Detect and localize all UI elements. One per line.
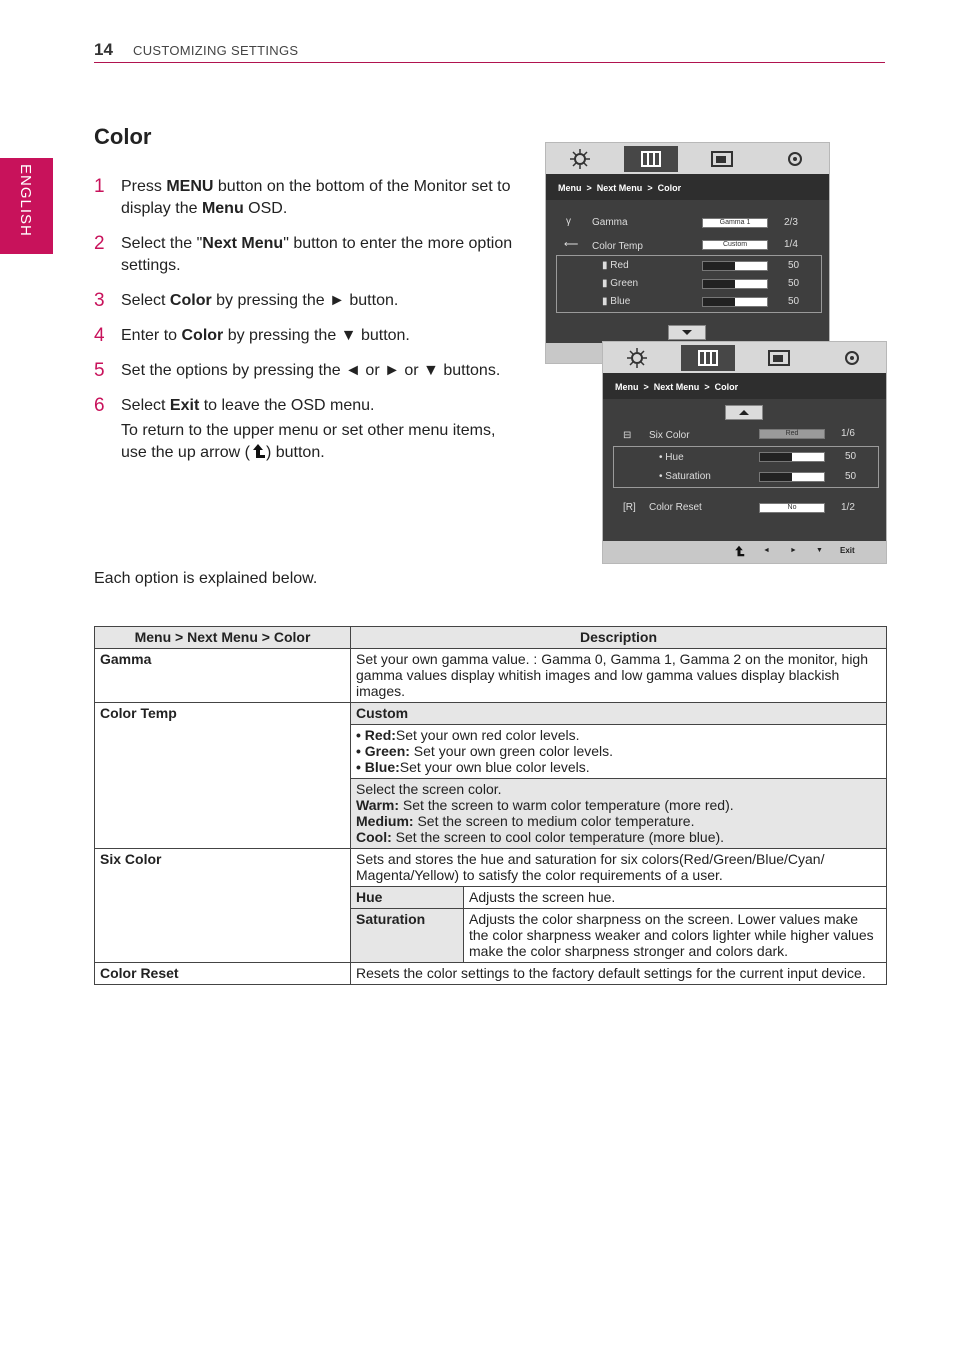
option-description [351,725,887,779]
sub-option-name: Saturation [351,909,464,963]
option-name: Color Reset [95,963,351,985]
step-2 [94,233,519,277]
desc-line [356,797,881,813]
step-text: Press [121,178,167,195]
step-6 [94,395,519,464]
step-number: 2 [94,233,105,254]
step-text: to leave the OSD menu. [199,397,375,414]
step-4 [94,325,519,347]
step-text: Set the options by pressing the ◄ or ► or ▼ buttons. [121,362,501,379]
osd-tab-bar [603,342,886,373]
option-name: Color Temp [95,703,351,849]
hue-label: • Hue [659,452,684,463]
color-reset-label: Color Reset [649,502,702,513]
term-text: Set the screen to medium color temperature. [413,813,695,829]
page-title: Color [94,124,152,149]
hue-saturation-group [613,446,879,488]
blue-slider[interactable] [702,297,768,307]
color-reset-page: 1/2 [841,502,855,513]
crumb-menu: Menu [615,382,639,392]
color-temp-value[interactable]: Custom [702,240,768,250]
step-text: Select [121,292,170,309]
breadcrumb-text [558,183,681,193]
osd-breadcrumb [546,174,829,200]
step-5 [94,360,519,382]
page-header [94,40,885,63]
blue-label: ▮ Blue [602,296,631,307]
sub-option-name: Hue [351,887,464,909]
crumb-color: Color [657,183,682,193]
blue-label-text: Blue [610,296,631,307]
red-slider-fill [703,262,735,270]
term: • Green: [356,743,410,759]
language-label: ENGLISH [17,164,34,237]
color-reset-icon: [R] [623,502,636,513]
red-label: ▮ Red [602,260,629,271]
step-text: To return to the upper menu or set other menu items, use the up arrow ( [121,422,496,461]
color-temp-icon: ⟵ [564,239,579,250]
rgb-line [356,759,881,775]
option-name: Gamma [95,649,351,703]
step-keyword: Exit [169,397,200,414]
breadcrumb-text [615,382,738,392]
saturation-slider-fill [760,473,792,481]
rgb-line [356,743,881,759]
gamma-label: Gamma [592,217,628,228]
color-temp-page: 1/4 [784,239,798,250]
hue-value: 50 [845,451,857,462]
step-text: button on the bottom of the Monitor set to display the [121,178,511,217]
scroll-up-button[interactable] [725,405,763,420]
step-text: " button to enter the more option settings. [121,235,513,274]
term: Cool: [356,829,392,845]
desc-line [356,829,881,845]
settings-tab-icon [768,146,822,172]
blue-slider-fill [703,298,735,306]
left-arrow-icon[interactable]: ◄ [763,547,770,554]
option-subheading: Custom [351,703,887,725]
step-text: OSD. [243,200,288,217]
desc-line: Select the screen color. [356,781,502,797]
down-arrow-icon[interactable]: ▼ [816,547,823,554]
step-number: 5 [94,360,105,381]
column-header: Menu > Next Menu > Color [95,627,351,649]
intro-text: Each option is explained below. [94,570,318,587]
step-text: by pressing the ► button. [211,292,399,309]
step-number: 6 [94,395,105,416]
step-text: Enter to [121,327,182,344]
six-color-value[interactable]: Red [759,429,825,439]
rgb-group [556,255,822,313]
term: • Blue: [356,759,400,775]
red-value: 50 [788,260,800,271]
section-name: CUSTOMIZING SETTINGS [133,43,299,58]
term: • Red: [356,727,396,743]
brightness-tab-icon [566,146,620,172]
saturation-label: • Saturation [659,471,711,482]
table-row [95,849,887,887]
settings-tab-icon [825,345,879,371]
blue-value: 50 [788,296,800,307]
six-color-label: Six Color [649,430,690,441]
option-name: Six Color [95,849,351,963]
osd-footer [603,541,886,563]
crumb-menu: Menu [558,183,582,193]
picture-tab-icon [624,146,678,172]
screen-tab-icon [753,345,807,371]
up-arrow-icon [250,443,266,459]
brightness-tab-icon [623,345,677,371]
picture-tab-icon [681,345,735,371]
red-slider[interactable] [702,261,768,271]
crumb-separator: > [647,183,653,193]
green-slider-fill [703,280,735,288]
step-1 [94,176,519,220]
osd-tab-bar [546,143,829,174]
step-number: 3 [94,290,105,311]
term-text: Set your own green color levels. [409,743,614,759]
hue-slider-fill [760,453,792,461]
step-number: 4 [94,325,105,346]
gamma-icon: γ [566,216,571,227]
crumb-next-menu: Next Menu [653,382,700,392]
step-keyword: Next Menu [202,235,284,252]
term-text: Set your own blue color levels. [399,759,590,775]
osd-color-menu [545,142,830,364]
chevron-down-icon [669,326,705,339]
options-table [94,626,887,985]
step-text: Select the " [121,235,203,252]
term-text: Set the screen to warm color temperature (more red). [399,797,734,813]
hue-label-text: Hue [665,452,684,463]
rgb-line [356,727,881,743]
osd-breadcrumb [603,373,886,399]
chevron-up-icon [726,406,762,419]
six-color-page: 1/6 [841,428,855,439]
step-3 [94,290,519,312]
red-label-text: Red [610,260,629,271]
saturation-label-text: Saturation [665,471,711,482]
six-color-icon: ⊟ [623,430,632,441]
desc-line [356,813,881,829]
table-row [95,703,887,725]
crumb-separator: > [586,183,592,193]
green-value: 50 [788,278,800,289]
step-keyword: Menu [201,200,244,217]
crumb-color: Color [714,382,739,392]
up-arrow-icon[interactable] [733,545,745,557]
crumb-next-menu: Next Menu [596,183,643,193]
step-text: ) button. [265,444,325,461]
gamma-value[interactable]: Gamma 1 [702,218,768,228]
table-row [95,963,887,985]
sub-option-description: Adjusts the color sharpness on the screen. Lower values make the color sharpness weaker and colors lighter while higher values make the color sharpness stronger and colors dark. [464,909,887,963]
steps-list [94,176,519,477]
step-note [121,420,519,464]
hue-slider[interactable] [759,452,825,462]
option-description: Set your own gamma value. : Gamma 0, Gamma 1, Gamma 2 on the monitor, high gamma values display whitish images and low gamma values display blackish images. [351,649,887,703]
table-row [95,649,887,703]
step-keyword: MENU [166,178,214,195]
crumb-separator: > [643,382,649,392]
right-arrow-icon[interactable]: ► [790,547,797,554]
green-slider[interactable] [702,279,768,289]
saturation-value: 50 [845,471,857,482]
page-number: 14 [94,40,113,59]
term: Medium: [356,813,414,829]
term-text: Set your own red color levels. [395,727,580,743]
saturation-slider[interactable] [759,472,825,482]
term-text: Set the screen to cool color temperature (more blue). [391,829,725,845]
green-label: ▮ Green [602,278,639,289]
gamma-page: 2/3 [784,217,798,228]
option-description [351,779,887,849]
step-number: 1 [94,176,105,197]
step-keyword: Color [169,292,212,309]
crumb-separator: > [704,382,710,392]
language-tab [0,158,53,254]
green-label-text: Green [610,278,639,289]
column-header: Description [351,627,887,649]
exit-button[interactable]: Exit [840,546,855,555]
scroll-down-button[interactable] [668,325,706,340]
color-temp-label: Color Temp [592,241,643,252]
osd-six-color-menu [602,341,887,564]
table-header-row [95,627,887,649]
color-reset-value[interactable]: No [759,503,825,513]
term: Warm: [356,797,400,813]
step-text: by pressing the ▼ button. [223,327,410,344]
sub-option-description: Adjusts the screen hue. [464,887,887,909]
option-description: Sets and stores the hue and saturation for six colors(Red/Green/Blue/Cyan/ Magenta/Yellow) to satisfy the color requirements of a user. [351,849,887,887]
step-keyword: Color [181,327,224,344]
option-description: Resets the color settings to the factory default settings for the current input device. [351,963,887,985]
screen-tab-icon [696,146,750,172]
step-text: Select [121,397,170,414]
